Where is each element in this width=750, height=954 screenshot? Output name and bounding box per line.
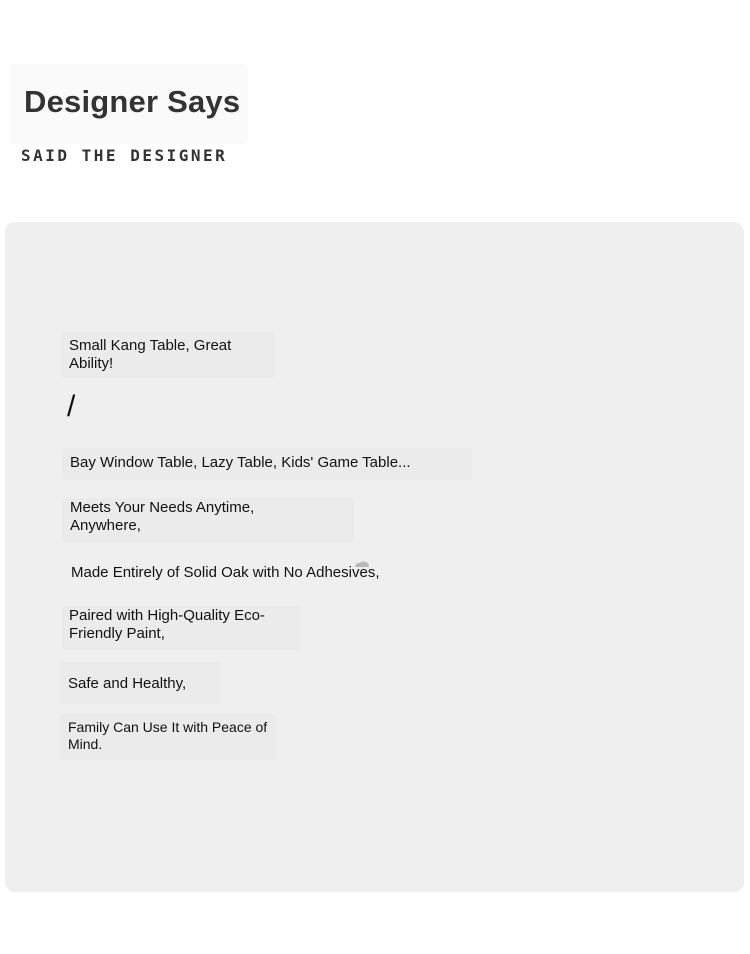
text-line-1: Bay Window Table, Lazy Table, Kids' Game Table... bbox=[70, 454, 411, 471]
text-line-6: Family Can Use It with Peace of Mind. bbox=[68, 719, 268, 752]
page-title: Designer Says bbox=[24, 84, 241, 119]
headline-text: Small Kang Table, Great Ability! bbox=[69, 337, 232, 372]
text-line-3: Made Entirely of Solid Oak with No Adhesives, bbox=[71, 564, 380, 581]
text-line-4: Paired with High-Quality Eco-Friendly Paint, bbox=[69, 607, 265, 642]
text-line-5: Safe and Healthy, bbox=[68, 675, 187, 692]
content-panel bbox=[5, 222, 744, 892]
divider-slash: / bbox=[67, 390, 76, 423]
page-subtitle: SAID THE DESIGNER bbox=[21, 146, 228, 165]
text-line-2: Meets Your Needs Anytime, Anywhere, bbox=[70, 499, 255, 534]
